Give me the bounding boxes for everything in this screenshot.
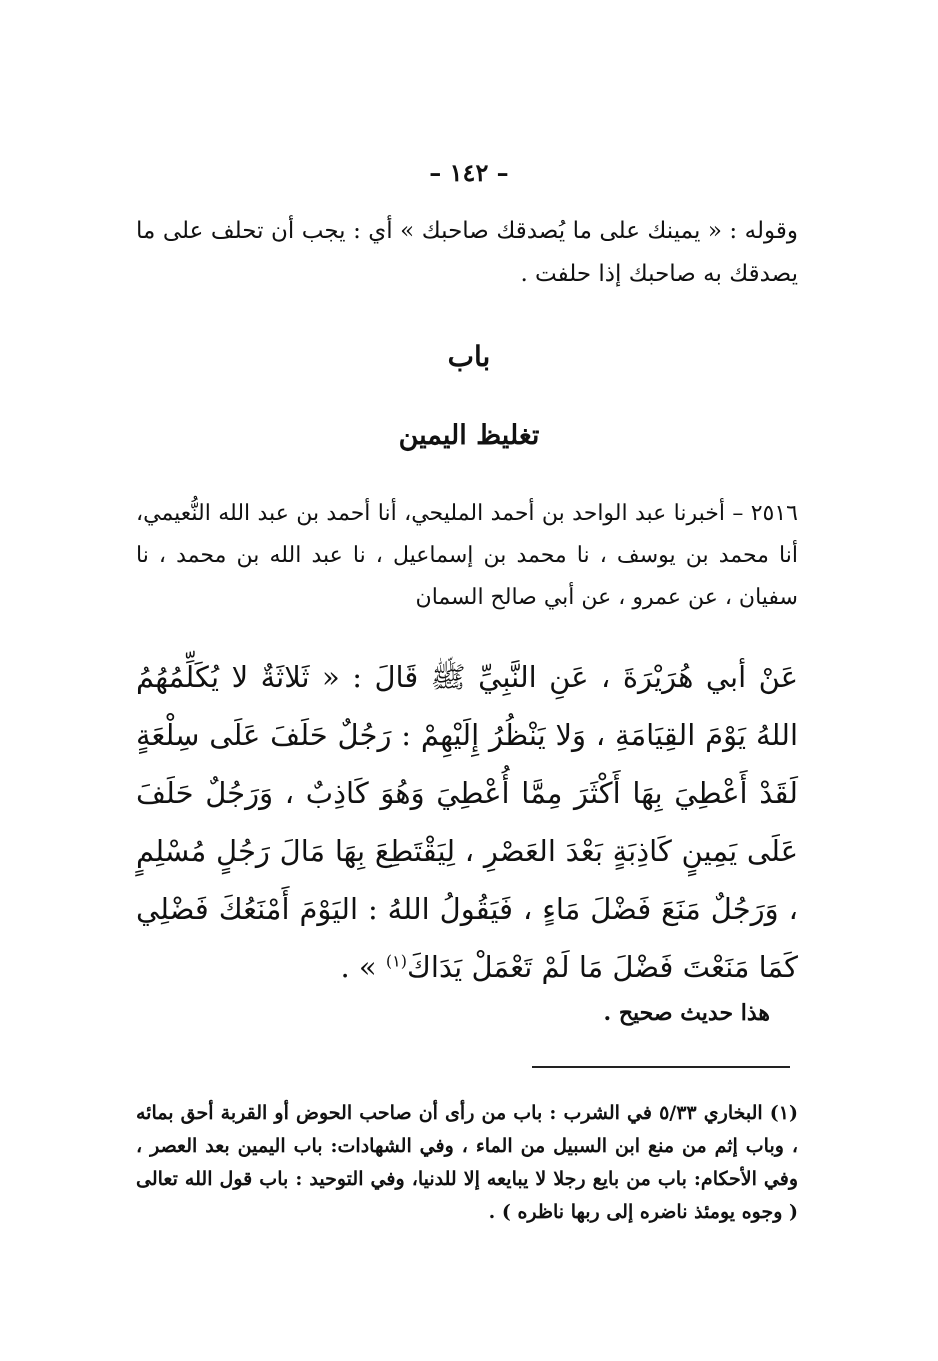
intro-paragraph: وقوله : « يمينك على ما يُصدقك صاحبك » أي : يجب أن تحلف على ما يصدقك به صاحبك إذا حلفت . — [136, 218, 798, 287]
footnote-reference: (١) — [385, 951, 407, 971]
chapter-label: باب — [447, 340, 491, 373]
footnote-separator — [532, 1066, 790, 1068]
footnote: (١) البخاري ٥/٣٣ في الشرب : باب من رأى أن صاحب الحوض أو القربة أحق بمائه ، وباب إثم من منع ابن السبيل من الماء ، وفي الشهادات: باب اليمين بعد العصر ، وفي الأحكام: باب من بايع رجلا لا يبايعه إلا للدنيا، وفي التوحيد : باب قول الله تعالى ( وجوه يومئذ ناضره إلى ربها ناظره ) . — [136, 1102, 799, 1223]
chapter-title: تغليظ اليمين — [398, 420, 540, 451]
hadith-matn-end: » . — [340, 950, 386, 984]
hadith-grade: هذا حديث صحيح . — [603, 1000, 770, 1026]
hadith-matn-block — [136, 648, 798, 996]
hadith-matn: عَنْ أبي هُرَيْرَةَ ، عَنِ النَّبِيِّ ﷺ قَالَ : « ثَلاثَةٌ لا يُكَلِّمُهُمُ اللهُ يَوْمَ القِيَامَةِ ، وَلا يَنْظُرُ إِلَيْهِمْ : رَجُلٌ حَلَفَ عَلَى سِلْعَةٍ لَقَدْ أَعْطِيَ بِهَا أَكْثَرَ مِمَّا أُعْطِيَ وَهُوَ كَاذِبٌ ، وَرَجُلٌ حَلَفَ عَلَى يَمِينٍ كَاذِبَةٍ بَعْدَ العَصْرِ ، لِيَقْتَطِعَ بِهَا مَالَ رَجُلٍ مُسْلِمٍ ، وَرَجُلٌ مَنَعَ فَضْلَ مَاءٍ ، فَيَقُولُ اللهُ : اليَوْمَ أَمْنَعُكَ فَضْلِي كَمَا مَنَعْتَ فَضْلَ مَا لَمْ تَعْمَلْ يَدَاكَ — [136, 660, 798, 984]
hadith-isnad: ٢٥١٦ – أخبرنا عبد الواحد بن أحمد المليحي، أنا أحمد بن عبد الله النُّعيمي، أنا محمد بن يوسف ، نا محمد بن إسماعيل ، نا عبد الله بن محمد ، نا سفيان ، عن عمرو ، عن أبي صالح السمان — [136, 501, 798, 610]
page-number: – ١٤٢ – — [429, 158, 509, 187]
